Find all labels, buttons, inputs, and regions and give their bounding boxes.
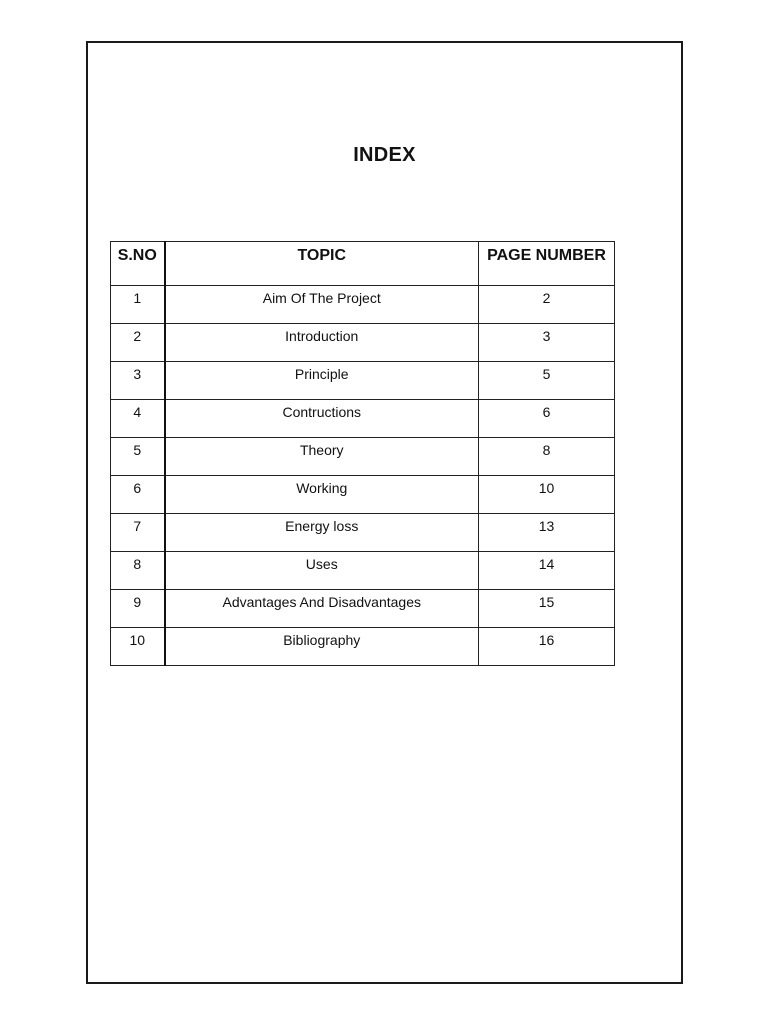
table-row [111,552,615,590]
cell-sno: 5 [111,438,165,476]
cell-sno: 10 [111,628,165,666]
column-header-topic: TOPIC [165,242,479,286]
cell-topic: Principle [165,362,479,400]
cell-page-number: 8 [479,438,615,476]
cell-page-number: 14 [479,552,615,590]
cell-page-number: 13 [479,514,615,552]
cell-page-number: 10 [479,476,615,514]
cell-page-number: 2 [479,286,615,324]
table-row [111,362,615,400]
cell-page-number: 16 [479,628,615,666]
cell-sno: 9 [111,590,165,628]
table-row [111,400,615,438]
index-table [110,241,615,666]
cell-topic: Contructions [165,400,479,438]
cell-page-number: 15 [479,590,615,628]
table-row [111,476,615,514]
cell-topic: Working [165,476,479,514]
cell-sno: 6 [111,476,165,514]
cell-sno: 8 [111,552,165,590]
table-row [111,286,615,324]
cell-topic: Uses [165,552,479,590]
cell-sno: 2 [111,324,165,362]
page-title: INDEX [353,144,416,166]
cell-topic: Theory [165,438,479,476]
table-header-row [111,242,615,286]
table-row [111,438,615,476]
cell-page-number: 5 [479,362,615,400]
cell-topic: Bibliography [165,628,479,666]
cell-sno: 1 [111,286,165,324]
table-row [111,324,615,362]
table-row [111,514,615,552]
column-header-page-number: PAGE NUMBER [479,242,615,286]
cell-sno: 7 [111,514,165,552]
cell-sno: 3 [111,362,165,400]
cell-topic: Advantages And Disadvantages [165,590,479,628]
column-header-sno: S.NO [111,242,165,286]
cell-sno: 4 [111,400,165,438]
cell-topic: Energy loss [165,514,479,552]
cell-topic: Aim Of The Project [165,286,479,324]
table-row [111,590,615,628]
cell-topic: Introduction [165,324,479,362]
table-row [111,628,615,666]
cell-page-number: 3 [479,324,615,362]
cell-page-number: 6 [479,400,615,438]
